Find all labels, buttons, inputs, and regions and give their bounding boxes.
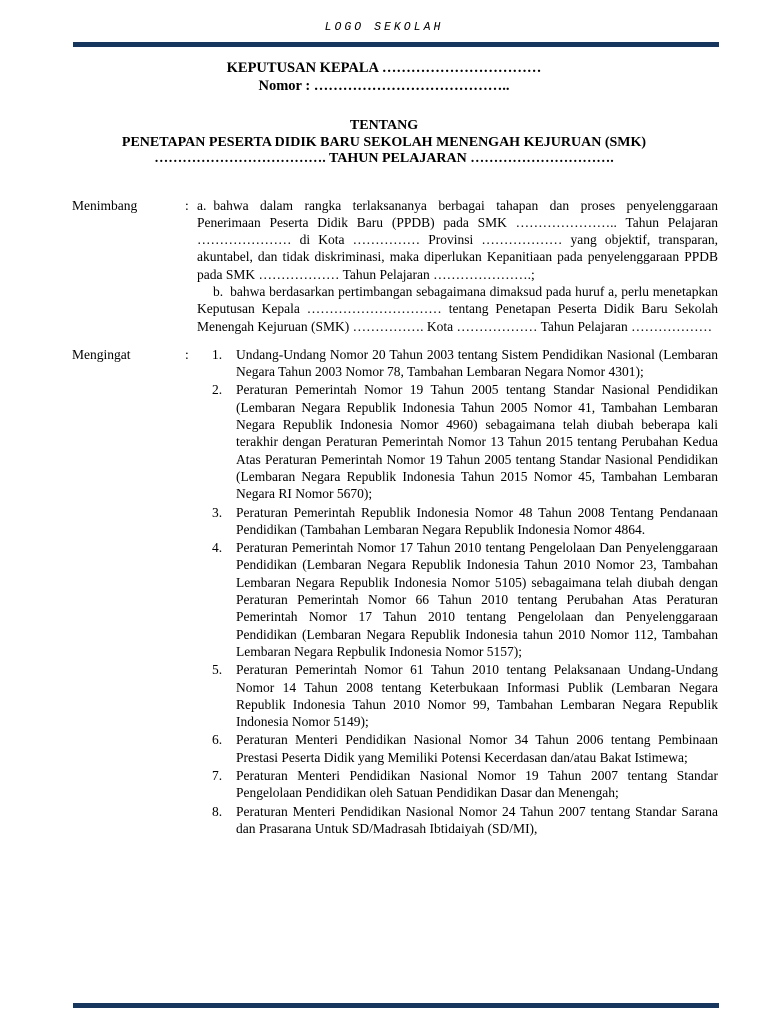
item-number: 4. <box>212 540 223 556</box>
mengingat-section <box>0 346 768 838</box>
item-number: 6. <box>212 732 223 748</box>
item-text: Peraturan Menteri Pendidikan Nasional Nomor 24 Tahun 2007 tentang Standar Sarana dan Prasarana Untuk SD/Madrasah Ibtidaiyah (SD/MI), <box>236 803 718 836</box>
mengingat-label: Mengingat <box>72 346 131 362</box>
mengingat-item <box>197 767 718 802</box>
mengingat-item <box>197 803 718 838</box>
decree-heading <box>0 59 768 95</box>
menimbang-item-b <box>197 283 718 335</box>
mengingat-content <box>197 346 718 838</box>
item-number: 3. <box>212 504 223 520</box>
item-marker: a. <box>197 197 207 213</box>
subject-tentang: TENTANG <box>349 118 419 133</box>
footer-rule <box>73 1003 719 1008</box>
item-text: Peraturan Pemerintah Nomor 61 Tahun 2010 tentang Pelaksanaan Undang-Undang Nomor 14 Tahun 2008 tentang Keterbukaan Informasi Publik (Lembaran Negara Republik Indonesia Tahun 2010 Nomor 99, Tambahan Lembaran Negara Republik Indonesia Nomor 5149); <box>236 662 718 730</box>
item-number: 5. <box>212 662 223 678</box>
mengingat-item <box>197 539 718 660</box>
subject-title-line: PENETAPAN PESERTA DIDIK BARU SEKOLAH MENENGAH KEJURUAN (SMK) <box>121 134 647 150</box>
menimbang-colon: : <box>185 197 189 213</box>
school-logo-text: LOGO SEKOLAH <box>324 21 444 34</box>
mengingat-item <box>197 661 718 730</box>
mengingat-item <box>197 346 718 381</box>
item-text: Peraturan Pemerintah Nomor 17 Tahun 2010 tentang Pengelolaan Dan Penyelenggaraan Pendidikan (Lembaran Negara Republik Indonesia Tahun 2010 Nomor 23, Tambahan Lembaran Negara Republik Indonesia Nomor 5105) sebagaimana telah diubah dengan Peraturan Pemerintah Nomor 66 Tahun 2010 tentang Perubahan Atas Peraturan Pemerintah Nomor 17 Tahun 2010 tentang Pengelolaan dan Penyelenggaraan Pendidikan (Lembaran Negara Republik Indonesia tahun 2010 Nomor 112, Tambahan Lembaran Negara Repbulik Indonesia Nomor 5157); <box>236 540 718 659</box>
item-text: Peraturan Menteri Pendidikan Nasional Nomor 34 Tahun 2006 tentang Pembinaan Prestasi Peserta Didik yang Memiliki Potensi Kecerdasan dan/atau Bakat Istimewa; <box>236 732 718 765</box>
mengingat-colon: : <box>185 346 189 362</box>
item-text: Peraturan Pemerintah Republik Indonesia Nomor 48 Tahun 2008 Tentang Pendanaan Pendidikan (Tambahan Lembaran Negara Republik Indonesia Nomor 4864. <box>236 504 718 537</box>
menimbang-item-a <box>197 197 718 283</box>
menimbang-label: Menimbang <box>72 197 138 213</box>
item-number: 7. <box>212 768 223 783</box>
item-marker: b. <box>213 283 224 299</box>
item-text: Peraturan Menteri Pendidikan Nasional Nomor 19 Tahun 2007 tentang Standar Pengelolaan Pendidikan oleh Satuan Pendidikan Dasar dan Menengah; <box>236 768 718 801</box>
item-number: 8. <box>212 803 223 819</box>
menimbang-section <box>0 197 768 335</box>
subject-year-line: ………………………………. TAHUN PELAJARAN …………………………. <box>154 151 614 166</box>
mengingat-item <box>197 731 718 766</box>
mengingat-item <box>197 504 718 539</box>
subject-block <box>0 118 768 168</box>
item-text: Undang-Undang Nomor 20 Tahun 2003 tentang Sistem Pendidikan Nasional (Lembaran Negara Tahun 2003 Nomor 78, Tambahan Lembaran Negara Nomor 4301); <box>236 346 718 380</box>
mengingat-item <box>197 381 718 502</box>
header-rule <box>73 42 719 47</box>
item-text: Peraturan Pemerintah Nomor 19 Tahun 2005 tentang Standar Nasional Pendidikan (Lembaran Negara Republik Indonesia Tahun 2005 Nomor 41, Tambahan Lembaran Negara Republik Indonesia Nomor 4960) sebagaimana telah diubah beberapa kali terakhir dengan Peraturan Pemerintah Nomor 13 Tahun 2015 tentang Perubahan Kedua Atas Peraturan Pemerintah Nomor 19 Tahun 2005 tentang Standar Nasional Pendidikan (Lembaran Negara Republik Indonesia Tahun 2015 Nomor 45, Tambahan Lembaran Negara RI Nomor 5670); <box>236 382 718 502</box>
decree-number: Nomor : ………………………………….. <box>258 78 510 94</box>
item-text: bahwa dalam rangka terlaksananya berbagai tahapan dan proses penyelenggaraan Penerimaan Peserta Didik Baru (PPDB) pada SMK ………………….. Tahun Pelajaran ………………… di Kota …………… Provinsi ……………… yang objektif, transparan, akuntabel, dan tidak diskriminasi, maka diperlukan Kepanitiaan pada penyelenggaraan PPDB pada SMK ……………… Tahun Pelajaran ………………….; <box>197 197 718 282</box>
menimbang-content <box>197 197 718 335</box>
decree-title: KEPUTUSAN KEPALA …………………………… <box>226 60 542 76</box>
item-number: 2. <box>212 382 223 398</box>
item-number: 1. <box>212 346 223 362</box>
item-text: bahwa berdasarkan pertimbangan sebagaimana dimaksud pada huruf a, perlu menetapkan Keputusan Kepala ………………………… tentang Penetapan Peserta Didik Baru Sekolah Menengah Kejuruan (SMK) ……………. Kota ……………… Tahun Pelajaran ……………… <box>197 283 718 334</box>
